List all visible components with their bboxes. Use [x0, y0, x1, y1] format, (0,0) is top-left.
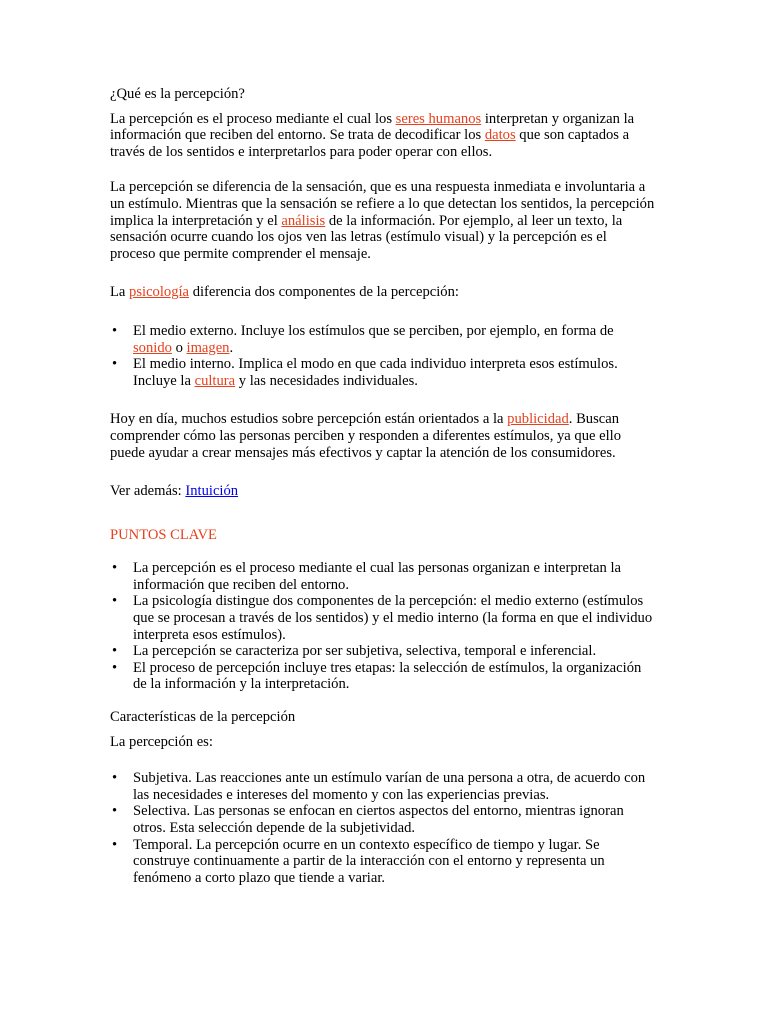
list-item: • La percepción se caracteriza por ser subjetiva, selectiva, temporal e inferencial.: [133, 643, 655, 660]
document-body: [110, 86, 655, 886]
see-also: [110, 483, 655, 500]
text-run: interpretan y organizan la información que reciben del entorno. Se trata de decodificar los: [110, 110, 635, 144]
paragraph-advertising: [110, 411, 655, 461]
text-run: . Buscan comprender cómo las personas perciben y responden a diferentes estímulos, ya que ello puede ayudar a crear mensajes más efectivos y captar la atención de los consumidores.: [110, 411, 622, 461]
characteristics-intro: La percepción es:: [110, 733, 213, 750]
link-cultura[interactable]: cultura: [194, 372, 236, 389]
paragraph-sensation: [110, 179, 655, 262]
text-run: La percepción es el proceso mediante el cual los: [110, 110, 396, 127]
link-analisis[interactable]: análisis: [281, 212, 326, 229]
link-imagen[interactable]: imagen: [186, 339, 230, 356]
text-run: .: [229, 339, 234, 356]
see-also-label: Ver además:: [110, 483, 186, 500]
text-run: de la información. Por ejemplo, al leer un texto, la sensación ocurre cuando los ojos ven las letras (estímulo visual) y la percepción es el proceso que permite comprender el mensaje.: [110, 212, 623, 262]
link-intuicion[interactable]: Intuición: [185, 483, 239, 500]
text-run: o: [171, 339, 187, 356]
paragraph-psychology: [110, 284, 655, 301]
list-item: • La psicología distingue dos componentes de la percepción: el medio externo (estímulos que se procesan a través de los sentidos) y el medio interno (la forma en que el individuo interpreta esos estímulos).: [133, 593, 655, 643]
list-item: [133, 356, 655, 389]
text-run: y las necesidades individuales.: [235, 372, 418, 389]
question-heading: ¿Qué es la percepción?: [110, 86, 245, 102]
link-seres-humanos[interactable]: seres humanos: [395, 110, 482, 127]
list-item: [133, 323, 655, 356]
components-list: [110, 323, 655, 389]
characteristics-list: [110, 770, 655, 886]
list-item: • Subjetiva. Las reacciones ante un estímulo varían de una persona a otra, de acuerdo con las necesidades e intereses del momento y con las experiencias previas.: [133, 770, 655, 803]
list-item: • El proceso de percepción incluye tres etapas: la selección de estímulos, la organización de la información y la interpretación.: [133, 660, 655, 693]
characteristics-heading: Características de la percepción: [110, 709, 296, 726]
link-psicologia[interactable]: psicología: [129, 284, 190, 301]
link-datos[interactable]: datos: [484, 127, 516, 144]
list-item: • Selectiva. Las personas se enfocan en ciertos aspectos del entorno, mientras ignoran otros. Esta selección depende de la subjetividad.: [133, 803, 655, 836]
text-run: diferencia dos componentes de la percepción:: [189, 284, 459, 301]
paragraph-definition: [110, 111, 655, 161]
key-points-list: [110, 560, 655, 693]
key-points-heading: PUNTOS CLAVE: [110, 526, 217, 543]
text-run: La percepción se diferencia de la sensación, que es una respuesta inmediata e involuntaria a un estímulo. Mientras que la sensación se refiere a lo que detectan los sentidos, la percepción implica la interpretación y el: [110, 179, 655, 229]
text-run: La: [110, 284, 130, 301]
text-run: El medio interno. Implica el modo en que cada individuo interpreta esos estímulos. Incluye la: [133, 356, 618, 389]
text-run: que son captados a través de los sentidos e interpretarlos para poder operar con ellos.: [110, 127, 630, 160]
text-run: El medio externo. Incluye los estímulos que se perciben, por ejemplo, en forma de: [133, 322, 614, 339]
link-sonido[interactable]: sonido: [133, 339, 172, 356]
list-item: • La percepción es el proceso mediante el cual las personas organizan e interpretan la información que reciben del entorno.: [133, 560, 655, 593]
link-publicidad[interactable]: publicidad: [507, 411, 569, 428]
list-item: • Temporal. La percepción ocurre en un contexto específico de tiempo y lugar. Se construye continuamente a partir de la interacción con el entorno y representa un fenómeno a corto plazo que tiende a variar.: [133, 837, 655, 887]
text-run: Hoy en día, muchos estudios sobre percepción están orientados a la: [110, 411, 508, 428]
